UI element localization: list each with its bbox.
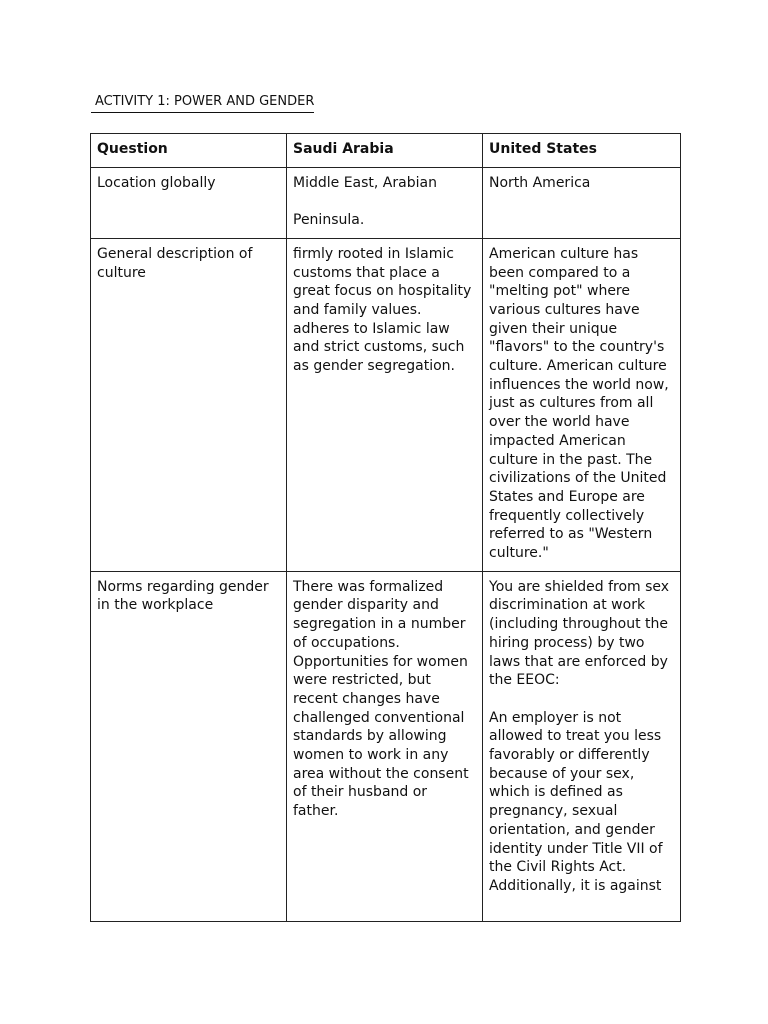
table-row-culture bbox=[91, 238, 681, 571]
cell-paragraph: An employer is not allowed to treat you less favorably or differently because of your sex, which is defined as pregnancy, sexual orientation, and gender identity under Title VII of the Civil Rights Act. Additionally, it is against bbox=[489, 709, 663, 894]
header-question: Question bbox=[91, 134, 287, 168]
us-cell: North America bbox=[483, 167, 681, 238]
question-cell: Location globally bbox=[91, 167, 287, 238]
cell-paragraph: You are shielded from sex discrimination at work (including throughout the hiring process) by two laws that are enforced by the EEOC: bbox=[489, 578, 670, 689]
table-row-location bbox=[91, 167, 681, 238]
table-row-workplace-norms bbox=[91, 571, 681, 921]
saudi-cell: firmly rooted in Islamic customs that place a great focus on hospitality and family values. adheres to Islamic law and strict customs, such as gender segregation. bbox=[287, 238, 483, 571]
us-cell bbox=[483, 571, 681, 921]
header-united-states: United States bbox=[483, 134, 681, 168]
us-cell: American culture has been compared to a "melting pot" where various cultures have given their unique "flavors" to the country's culture. American culture influences the world now, just as cultures from all over the world have impacted American culture in the past. The civilizations of the United States and Europe are frequently collectively referred to as "Western culture." bbox=[483, 238, 681, 571]
question-cell: General description of culture bbox=[91, 238, 287, 571]
cell-paragraph: Middle East, Arabian bbox=[293, 174, 437, 191]
header-saudi-arabia: Saudi Arabia bbox=[287, 134, 483, 168]
question-cell: Norms regarding gender in the workplace bbox=[91, 571, 287, 921]
activity-heading: ACTIVITY 1: POWER AND GENDER bbox=[91, 93, 314, 113]
saudi-cell: There was formalized gender disparity and segregation in a number of occupations. Opportunities for women were restricted, but recent changes have challenged conventional standards by allowing women to work in any area without the consent of their husband or father. bbox=[287, 571, 483, 921]
cell-paragraph: Peninsula. bbox=[293, 212, 365, 229]
table-header-row bbox=[91, 134, 681, 168]
comparison-table bbox=[90, 133, 681, 922]
saudi-cell bbox=[287, 167, 483, 238]
